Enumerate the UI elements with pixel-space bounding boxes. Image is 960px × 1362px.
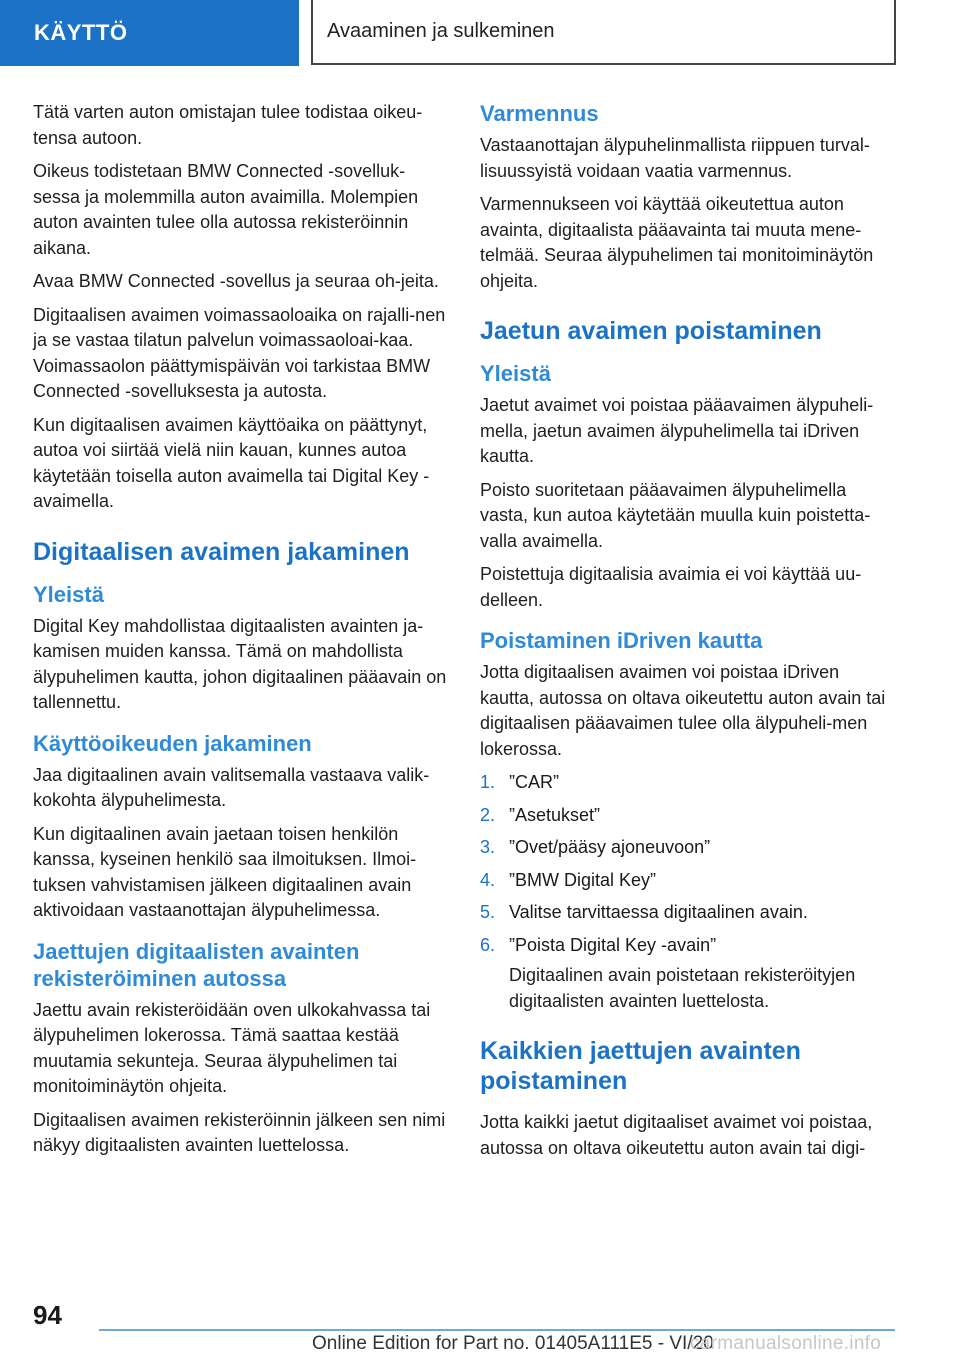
list-item (480, 835, 894, 861)
subheading-general: Yleistä (33, 581, 104, 607)
paragraph: Digitaalisen avaimen rekisteröinnin jälkeen sen nimi näkyy digitaalisten avainten luettelossa. (33, 1109, 446, 1155)
list-item (480, 770, 894, 796)
paragraph: Jotta kaikki jaetut digitaaliset avaimet voi poistaa, autossa on oltava oikeutettu auton avain tai digi‐ (480, 1112, 873, 1158)
page-header (0, 0, 960, 66)
heading-remove-all-shared-keys: Kaikkien jaettujen avainten poistaminen (480, 1037, 801, 1095)
subheading-register-keys: Jaettujen digitaalisten avainten rekisteröiminen autossa (33, 938, 360, 991)
paragraph: Digitaalisen avaimen voimassaoloaika on rajalli‐nen ja se vastaa tilatun palvelun voimassaoloai‐kaa. Voimassaolon päättymispäivän voi tarkistaa BMW Connected -sovelluksesta ja autosta. (33, 304, 446, 401)
list-item (480, 868, 894, 894)
step-number: 6. (480, 934, 496, 955)
chapter-title: Avaaminen ja sulkeminen (311, 0, 896, 65)
step-number: 5. (480, 902, 496, 922)
step-text: ”Poista Digital Key -avain” (509, 934, 717, 955)
step-text: Valitse tarvittaessa digitaalinen avain. (509, 902, 808, 922)
list-item (480, 900, 894, 926)
paragraph: Kun digitaalinen avain jaetaan toisen henkilön kanssa, kyseinen henkilö saa ilmoituksen. Ilmoi‐tuksen vahvistamisen jälkeen digitaalinen avain aktivoidaan vastaanottajan älypuhelimessa. (33, 823, 417, 920)
step-number: 1. (480, 772, 496, 792)
step-list (480, 770, 894, 958)
paragraph: Jotta digitaalisen avaimen voi poistaa iDriven kautta, autossa on oltava oikeutettu auton avain tai digitaalisen pääavaimen tulee olla älypuheli‐men lokerossa. (480, 662, 886, 759)
paragraph: Avaa BMW Connected -sovellus ja seuraa oh‐jeita. (33, 271, 439, 291)
paragraph: Vastaanottajan älypuhelinmallista riippuen turval‐lisuussyistä voidaan vaatia varmennus. (480, 135, 870, 181)
step-text: ”CAR” (509, 772, 559, 792)
page-number: 94 (33, 1300, 62, 1330)
paragraph: Varmennukseen voi käyttää oikeutettua auton avainta, digitaalista pääavainta tai muuta mene‐telmää. Seuraa älypuhelimen tai monitoiminäytön ohjeita. (480, 194, 874, 291)
paragraph: Jaettu avain rekisteröidään oven ulkokahvassa tai älypuhelimen lokerossa. Tämä saattaa kestää muutamia sekunteja. Seuraa älypuhelimen tai monitoiminäytön ohjeita. (33, 999, 431, 1096)
paragraph: Poistettuja digitaalisia avaimia ei voi käyttää uu‐delleen. (480, 564, 862, 610)
left-column (33, 100, 447, 1167)
step-text: ”Asetukset” (509, 804, 601, 825)
step-text: ”BMW Digital Key” (509, 869, 657, 890)
paragraph: Jaa digitaalinen avain valitsemalla vastaava valik‐kokohta älypuhelimesta. (33, 764, 430, 810)
subheading-verification: Varmennus (480, 101, 599, 126)
step-number: 4. (480, 869, 496, 890)
step-number: 2. (480, 804, 496, 825)
list-item (480, 933, 894, 959)
section-tab: KÄYTTÖ (0, 0, 299, 66)
footer-divider (99, 1329, 895, 1331)
paragraph: Tätä varten auton omistajan tulee todistaa oikeu‐tensa autoon. (33, 102, 423, 148)
edition-info: Online Edition for Part no. 01405A111E5 - VI/20 (312, 1333, 714, 1354)
watermark: carmanualsonline.info (690, 1333, 882, 1354)
paragraph: Jaetut avaimet voi poistaa pääavaimen älypuheli‐mella, jaetun avaimen älypuhelimella tai iDriven kautta. (480, 395, 874, 466)
heading-key-sharing: Digitaalisen avaimen jakaminen (33, 537, 410, 566)
step-note: Digitaalinen avain poistetaan rekisteröityjen digitaalisten avainten luettelosta. (509, 965, 856, 1011)
subheading-remove-via-idrive: Poistaminen iDriven kautta (480, 628, 763, 653)
step-text: ”Ovet/pääsy ajoneuvoon” (509, 837, 711, 857)
paragraph: Digital Key mahdollistaa digitaalisten avainten ja‐kamisen muiden kanssa. Tämä on mahdollista älypuhelimen kautta, johon digitaalinen pääavain on tallennettu. (33, 615, 447, 712)
paragraph: Oikeus todistetaan BMW Connected -sovelluk‐sessa ja molemmilla auton avaimilla. Molempien auton avainten tulee olla autossa rekisteröinnin aikana. (33, 161, 419, 258)
list-item (480, 803, 894, 829)
subheading-general: Yleistä (480, 361, 551, 386)
step-number: 3. (480, 837, 496, 857)
paragraph: Poisto suoritetaan pääavaimen älypuhelimella vasta, kun autoa käytetään muulla kuin poistetta‐valla avaimella. (480, 479, 871, 551)
right-column (480, 100, 894, 1169)
subheading-sharing-rights: Käyttöoikeuden jakaminen (33, 730, 312, 756)
heading-remove-shared-key: Jaetun avaimen poistaminen (480, 317, 822, 345)
paragraph: Kun digitaalisen avaimen käyttöaika on päättynyt, autoa voi siirtää vielä niin kauan, kunnes autoa käytetään toisella auton avaimella tai Digital Key -avaimella. (33, 414, 430, 511)
